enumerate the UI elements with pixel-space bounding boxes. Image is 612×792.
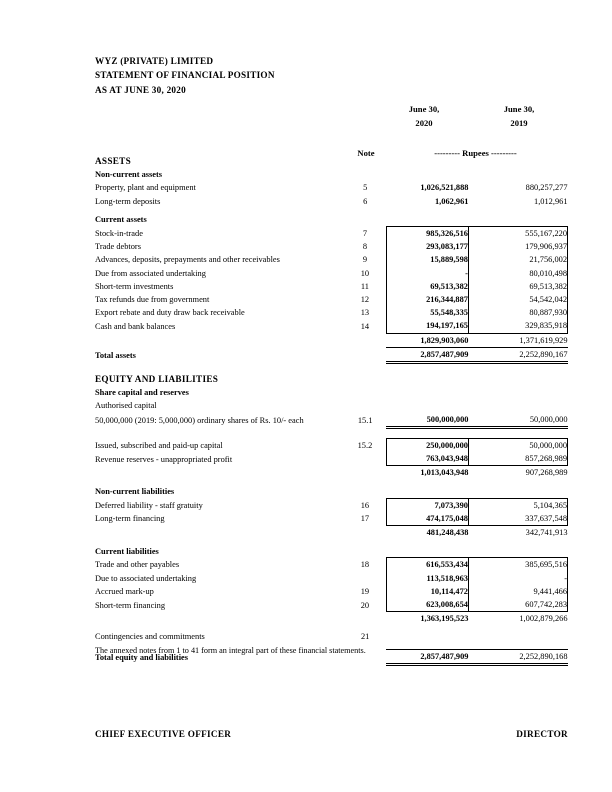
row-note: 9: [362, 255, 368, 265]
row-note: 6: [363, 196, 368, 206]
row-value-2020: 7,073,390: [386, 498, 468, 512]
table-row-equity-liabilities-heading: [95, 373, 568, 386]
row-note: 13: [360, 308, 370, 318]
table-row-non-current-liabilities-heading: [95, 484, 568, 498]
annexed-notes-statement: The annexed notes from 1 to 41 form an integral part of these financial statements.: [95, 646, 366, 655]
total-assets-2020: 2,857,487,909: [386, 347, 468, 362]
row-value-2019: 607,742,283: [468, 598, 567, 612]
cl-total-2020: 1,363,195,523: [420, 614, 469, 624]
row-note: 20: [360, 600, 370, 610]
total-assets-label: Total assets: [95, 351, 136, 361]
table-row: [95, 267, 568, 280]
table-row: [95, 293, 568, 306]
table-row-current-assets-total: [95, 333, 568, 347]
row-label: Accrued mark-up: [95, 586, 154, 596]
row-value-2019: 50,000,000: [468, 438, 567, 452]
table-row: [95, 498, 568, 512]
column-header-2019-line2: 2019: [510, 118, 528, 128]
row-note: 12: [360, 295, 370, 305]
table-row-current-liabilities-total: [95, 612, 568, 626]
row-note: 15.2: [357, 440, 373, 450]
row-value-2020: 69,513,382: [386, 280, 468, 293]
row-value-2020: 1,062,961: [434, 196, 469, 206]
row-value-2020: 10,114,472: [386, 585, 468, 598]
table-row: [95, 585, 568, 598]
statement-date: AS AT JUNE 30, 2020: [95, 84, 186, 95]
table-row: [95, 630, 568, 643]
row-value-2019: 80,887,930: [468, 306, 567, 319]
row-value-2019: 5,104,365: [468, 498, 567, 512]
table-row-current-assets-heading: [95, 213, 568, 227]
row-note: [344, 452, 386, 466]
table-row-current-liabilities-heading: [95, 544, 568, 558]
row-label: Issued, subscribed and paid-up capital: [95, 440, 223, 450]
row-value-2019: 555,167,220: [468, 227, 567, 241]
non-current-liabilities-heading: Non-current liabilities: [95, 486, 175, 496]
row-value-2019: 54,542,042: [468, 293, 567, 306]
non-current-assets-heading: Non-current assets: [95, 170, 163, 180]
current-assets-total-2020: 1,829,903,060: [386, 333, 468, 347]
row-value-2020: 616,553,434: [386, 558, 468, 572]
row-value-2020: 500,000,000: [386, 413, 468, 428]
row-note: 19: [360, 586, 370, 596]
row-note: 16: [360, 500, 370, 510]
row-value-2020: 763,043,948: [386, 452, 468, 466]
row-value-2020: 250,000,000: [386, 438, 468, 452]
row-value-2020: 623,008,654: [386, 598, 468, 612]
table-row-assets-heading: [95, 155, 568, 168]
table-row: [95, 306, 568, 319]
table-row-total-assets: [95, 347, 568, 362]
ncl-total-2019: 342,741,913: [525, 528, 568, 538]
row-value-2020: 1,026,521,888: [420, 183, 469, 193]
row-label: Contingencies and commitments: [95, 632, 205, 642]
column-header-2019-line1: June 30,: [503, 104, 535, 114]
table-row: [95, 558, 568, 572]
row-note: 18: [360, 560, 370, 570]
row-value-2019: -: [468, 572, 567, 585]
current-liabilities-heading: Current liabilities: [95, 546, 159, 556]
table-row-share-capital-heading: [95, 386, 568, 399]
row-note: 15.1: [357, 416, 373, 426]
row-label: Advances, deposits, prepayments and other receivables: [95, 255, 280, 265]
row-label: Short-term investments: [95, 281, 174, 291]
current-assets-heading: Current assets: [95, 215, 147, 225]
total-assets-2019: 2,252,890,167: [468, 347, 567, 362]
table-row: [95, 227, 568, 241]
row-note: 10: [360, 268, 370, 278]
total-equity-liabilities-2019: 2,252,890,168: [468, 649, 567, 664]
row-value-2019: 1,012,961: [534, 196, 568, 206]
row-label: Deferred liability - staff gratuity: [95, 500, 203, 510]
table-row-non-current-liabilities-total: [95, 526, 568, 540]
row-note: [344, 572, 386, 585]
total-equity-liabilities-label: Total equity and liabilities: [95, 653, 188, 663]
row-label: Stock-in-trade: [95, 229, 143, 238]
table-row: [95, 319, 568, 333]
row-value-2020: 293,083,177: [386, 240, 468, 253]
table-row: [95, 195, 568, 208]
table-row: [95, 438, 568, 452]
table-row: [95, 598, 568, 612]
statement-title: STATEMENT OF FINANCIAL POSITION: [95, 70, 275, 81]
ncl-total-2020: 481,248,438: [426, 528, 469, 538]
row-label: Property, plant and equipment: [95, 183, 196, 193]
column-header-2020-line2: 2020: [415, 118, 433, 128]
row-value-2020: 15,889,598: [386, 253, 468, 266]
table-row: [95, 572, 568, 585]
row-value-2019: 385,695,516: [468, 558, 567, 572]
row-value-2019: 329,835,918: [468, 319, 567, 333]
assets-heading: ASSETS: [95, 156, 132, 166]
row-value-2019: 21,756,002: [468, 253, 567, 266]
cl-total-2019: 1,002,879,266: [519, 614, 568, 624]
current-assets-total-2019: 1,371,619,929: [468, 333, 567, 347]
row-value-2020: 985,326,516: [386, 227, 468, 241]
table-row-non-current-assets-heading: [95, 168, 568, 181]
equity-total-2020: 1,013,043,948: [420, 468, 469, 478]
row-value-2020: [386, 630, 468, 643]
row-label: Short-term financing: [95, 600, 166, 610]
equity-total-2019: 907,268,989: [525, 468, 568, 478]
row-value-2019: 9,441,466: [468, 585, 567, 598]
signature-row: [95, 729, 568, 739]
table-row-spacer: [95, 363, 568, 374]
table-row: [95, 512, 568, 526]
row-value-2020: 216,344,887: [386, 293, 468, 306]
row-value-2019: 50,000,000: [468, 413, 567, 428]
company-name: WYZ (PRIVATE) LIMITED: [95, 56, 214, 66]
row-label: Long-term financing: [95, 514, 165, 524]
row-label: Due from associated undertaking: [95, 268, 206, 278]
table-row: [95, 240, 568, 253]
row-value-2020: -: [386, 267, 468, 280]
total-equity-liabilities-2020: 2,857,487,909: [386, 649, 468, 664]
row-value-2019: 69,513,382: [468, 280, 567, 293]
row-note: 21: [360, 632, 370, 642]
row-value-2019: 179,906,937: [468, 240, 567, 253]
row-value-2019: [468, 630, 567, 643]
row-label: 50,000,000 (2019: 5,000,000) ordinary shares of Rs. 10/- each: [95, 416, 304, 426]
row-value-2019: 80,010,498: [468, 267, 567, 280]
row-value-2020: 55,548,335: [386, 306, 468, 319]
row-label: Tax refunds due from government: [95, 295, 210, 305]
row-note: 14: [360, 321, 370, 331]
row-note: 17: [360, 514, 370, 524]
statement-of-financial-position-table: [95, 155, 568, 666]
row-value-2020: 113,518,963: [386, 572, 468, 585]
column-header-currency: --------- Rupees ---------: [434, 148, 517, 158]
table-row-equity-total: [95, 466, 568, 480]
row-label: Trade and other payables: [95, 560, 180, 570]
column-header-note: Note: [357, 148, 375, 158]
row-note: 11: [360, 281, 369, 291]
row-note: 8: [362, 242, 368, 252]
row-value-2020: 474,175,048: [386, 512, 468, 526]
table-row: [95, 253, 568, 266]
row-note: 5: [363, 183, 368, 193]
column-header-2020-line1: June 30,: [408, 104, 440, 114]
row-label: Export rebate and duty draw back receivable: [95, 308, 245, 318]
row-note: 7: [362, 229, 368, 238]
table-row-spacer: [95, 427, 568, 438]
chief-executive-officer-label: CHIEF EXECUTIVE OFFICER: [95, 729, 232, 739]
row-value-2019: 337,637,548: [468, 512, 567, 526]
row-value-2020: 194,197,165: [386, 319, 468, 333]
row-label: Cash and bank balances: [95, 321, 176, 331]
table-row: [95, 181, 568, 194]
row-label: Trade debtors: [95, 242, 141, 252]
authorised-capital-heading: Authorised capital: [95, 401, 157, 411]
row-value-2019: 880,257,277: [525, 183, 568, 193]
document-title-block: [95, 54, 275, 97]
table-row: [95, 413, 568, 428]
equity-liabilities-heading: EQUITY AND LIABILITIES: [95, 374, 219, 385]
row-label: Revenue reserves - unappropriated profit: [95, 454, 233, 464]
row-label: Due to associated undertaking: [95, 573, 197, 583]
row-label: Long-term deposits: [95, 196, 161, 206]
table-row-authorised-capital-heading: [95, 399, 568, 412]
row-value-2019: 857,268,989: [468, 452, 567, 466]
director-label: DIRECTOR: [516, 729, 568, 739]
share-capital-heading: Share capital and reserves: [95, 388, 189, 398]
table-row: [95, 280, 568, 293]
table-row: [95, 452, 568, 466]
